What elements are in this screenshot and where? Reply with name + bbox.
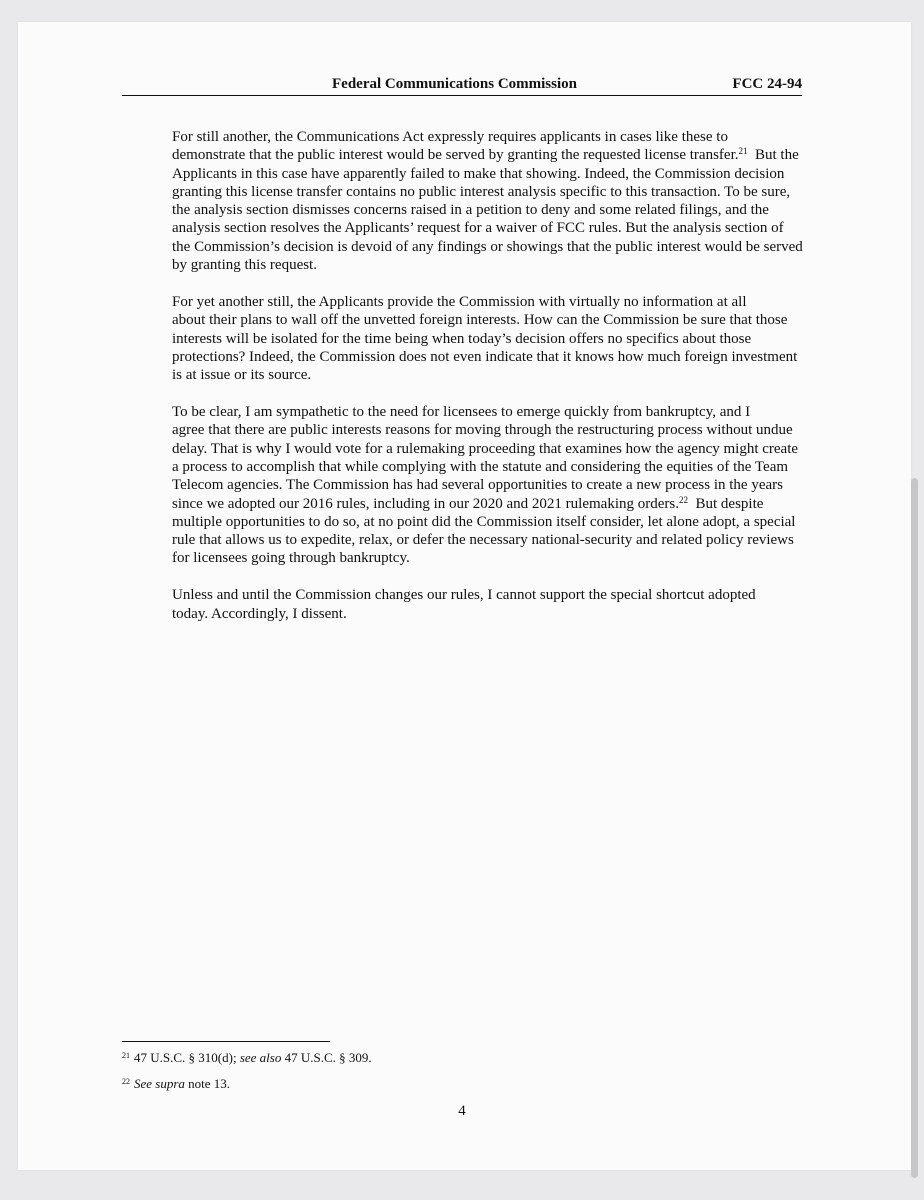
footnote-italic: see also [239, 1050, 282, 1065]
footnote-ref-21[interactable]: 21 [738, 146, 748, 157]
document-page [18, 22, 911, 1170]
text-line: demonstrate that the public interest would be served by granting the requested license transfer.$^{21}$ But the [172, 146, 799, 164]
vertical-scrollbar[interactable] [911, 478, 918, 1178]
text-line: agree that there are public interests reasons for moving through the restructuring process without undue [172, 422, 793, 439]
text-line: multiple opportunities to do so, at no point did the Commission itself consider, let alone adopt, a special [172, 513, 796, 530]
text-line: For still another, the Communications Act expressly requires applicants in cases like these to [172, 129, 728, 145]
footnote-ref-22[interactable]: 22 [678, 494, 688, 505]
footnote-22 [122, 1076, 230, 1092]
page-header [122, 76, 802, 96]
page-number: 4 [458, 1103, 466, 1119]
text-line: the Commission’s decision is devoid of any findings or showings that the public interest would be served [172, 238, 803, 255]
text-line: Telecom agencies. The Commission has had several opportunities to create a new process in the years [172, 477, 783, 494]
paragraph [122, 586, 802, 623]
text-line: delay. That is why I would vote for a rulemaking proceeding that examines how the agency might create [172, 440, 799, 457]
paragraph [122, 128, 802, 274]
footnote-text: 47 U.S.C. § 310(d); [134, 1050, 240, 1065]
footnote-21 [122, 1050, 372, 1066]
text-line: protections? Indeed, the Commission does not even indicate that it knows how much foreign investment [172, 348, 798, 365]
footnote-text: note 13. [184, 1076, 231, 1091]
paragraph [122, 293, 802, 384]
text-line: since we adopted our 2016 rules, including in our 2020 and 2021 rulemaking orders.$^{22}$ But despite [172, 494, 764, 512]
footnote-number: 22 [122, 1077, 130, 1086]
header-agency: Federal Communications Commission [332, 76, 577, 92]
body-text [122, 128, 802, 642]
text-line: Applicants in this case have apparently failed to make that showing. Indeed, the Commission decision [172, 165, 785, 182]
footnote-number: 21 [122, 1051, 130, 1060]
text-line: for licensees going through bankruptcy. [172, 550, 410, 567]
text-line: a process to accomplish that while complying with the statute and considering the equities of the Team [172, 458, 789, 475]
text-line: For yet another still, the Applicants provide the Commission with virtually no information at all [172, 293, 747, 310]
text-line: analysis section resolves the Applicants’ request for a waiver of FCC rules. But the analysis section of [172, 220, 784, 237]
text-line: is at issue or its source. [172, 367, 312, 384]
footnote-text: 47 U.S.C. § 309. [281, 1050, 372, 1065]
text-line: today. Accordingly, I dissent. [172, 605, 347, 622]
text-line: rule that allows us to expedite, relax, or defer the necessary national-security and related policy reviews [172, 532, 794, 549]
footnote-separator [122, 1041, 330, 1042]
text-line: interests will be isolated for the time being when today’s decision offers no specifics about those [172, 330, 752, 347]
text-line: To be clear, I am sympathetic to the need for licensees to emerge quickly from bankruptcy, and I [172, 404, 751, 421]
text-line: granting this license transfer contains no public interest analysis specific to this transaction. To be sure, [172, 183, 791, 200]
text-line: about their plans to wall off the unvetted foreign interests. How can the Commission be sure that those [172, 312, 788, 329]
text-line: Unless and until the Commission changes our rules, I cannot support the special shortcut adopted [172, 587, 756, 604]
text-line: by granting this request. [172, 257, 317, 274]
header-doc-number: FCC 24-94 [732, 76, 802, 92]
footnote-italic: See supra [134, 1076, 185, 1091]
text-line: the analysis section dismisses concerns raised in a petition to deny and some related filings, and the [172, 202, 769, 219]
paragraph [122, 403, 802, 568]
